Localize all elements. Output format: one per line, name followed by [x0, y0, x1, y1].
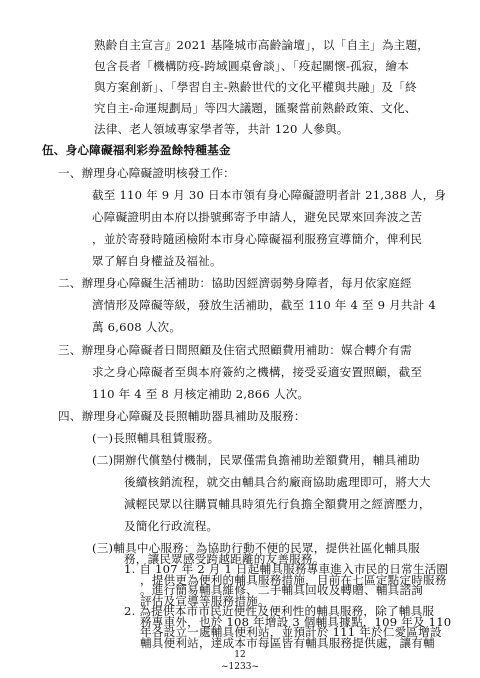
point1-line: 。進行簡易輔具維修、二手輔具回收及轉贈、輔具諮詢 [140, 583, 424, 598]
point1-line: 評估及宣導等服務措施。 [140, 593, 270, 608]
item4-sub2-line: 減輕民眾以往購買輔具時須先行負擔全額費用之經濟壓力， [124, 497, 431, 511]
item1-heading: 一、辦理身心障礙證明核發工作： [58, 166, 235, 180]
item3-line: 三、辦理身心障礙者日間照顧及住宿式照顧費用補助：媒合轉介有需 [58, 343, 412, 357]
item4-sub2-line: 及簡化行政流程。 [124, 519, 219, 533]
point2-line: 2. 為提供本市市民近便性及便利性的輔具服務，除了輔具服 [124, 604, 435, 619]
item2-line: 濟情形及障礙等級，發放生活補助，截至 110 年 4 至 9 月共計 4 [92, 298, 436, 312]
item1-line: ，並於寄發時隨函檢附本市身心障礙福利服務宣導簡介，俾利民 [92, 232, 423, 246]
point1-line: 1. 自 107 年 2 月 1 日起輔具服務專車進入市民的日常生活圈 [124, 562, 449, 577]
point2-line: 輔具便利站，達成本市每區皆有輔具服務提供處，讓有輔 [140, 636, 435, 650]
item4-heading: 四、辦理身心障礙及長照輔助器具補助及服務： [58, 409, 306, 423]
section-heading: 伍、身心障礙福利彩券盈餘特種基金 [42, 143, 231, 157]
item1-line: 心障礙證明由本府以掛號郵寄予申請人，避免民眾來回奔波之苦 [92, 210, 423, 224]
item4-sub1: (一)長照輔具租賃服務。 [92, 431, 220, 445]
item1-line: 眾了解自身權益及福祉。 [92, 254, 222, 268]
point2-line: 務專車外，也於 108 年增設 3 個輔具據點，109 年及 110 [140, 614, 452, 629]
item3-line: 110 年 4 至 8 月核定補助 2,866 人次。 [92, 387, 310, 401]
intro-line: 包含長者「機構防疫-跨域圓桌會談」、「疫起關懷-孤寂，繪本 [94, 59, 410, 73]
item4-sub2-line: 後續核銷流程，就交由輔具合約廠商協助處理即可，將大大 [124, 475, 431, 489]
page-number: ~1233~ [221, 662, 259, 672]
item4-sub3-line: (三)輔具中心服務：為協助行動不便的民眾，提供社區化輔具服 [92, 541, 420, 555]
point2-line: 年各設立一處輔具便利站，並預計於 111 年於仁愛區增設 [140, 625, 442, 640]
intro-line: 究自主-命運規劃局」等四大議題，匯聚當前熟齡政策、文化、 [94, 101, 417, 115]
point1-line: ，提供更為便利的輔具服務措施，目前在七區定點定時服務 [140, 572, 447, 587]
item2-line: 萬 6,608 人次。 [92, 320, 182, 334]
intro-line: 熟齡自主宣言』2021 基隆城市高齡論壇」，以「自主」為主題， [94, 38, 430, 52]
item4-sub2-line: (二)開辦代償墊付機制，民眾僅需負擔補助差額費用，輔具補助 [92, 453, 420, 467]
intro-line: 法律、老人領域專家學者等，共計 120 人參與。 [94, 122, 349, 136]
intro-line: 與方案創新」、「學習自主-熟齡世代的文化平權與共融」及「終 [94, 80, 417, 94]
item2-line: 二、辦理身心障礙生活補助：協助因經濟弱勢身障者，每月依家庭經 [58, 276, 412, 290]
page-small-number: 12 [234, 650, 246, 660]
item4-sub3-line: 務，讓民眾感受跨越距離的友善服務。 [124, 551, 325, 566]
item3-line: 求之身心障礙者至與本府簽約之機構，接受妥適安置照顧，截至 [92, 365, 423, 379]
item1-line: 截至 110 年 9 月 30 日本市領有身心障礙證明者計 21,388 人，身 [92, 188, 447, 202]
